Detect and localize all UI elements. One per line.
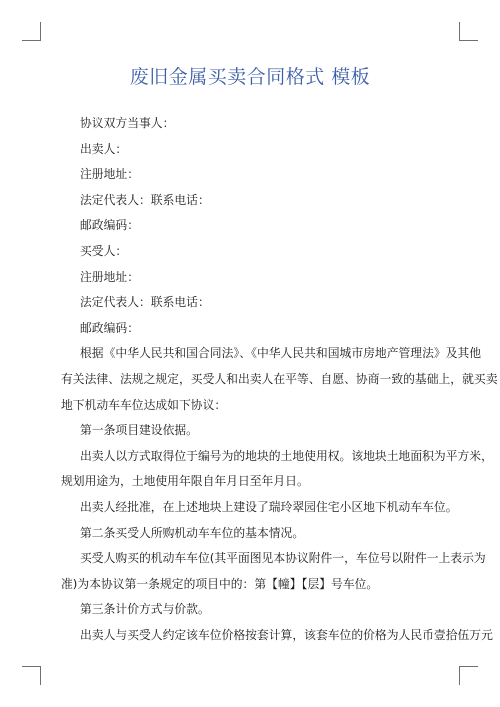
paragraph-seller-postcode: 邮政编码： — [80, 218, 139, 233]
crop-mark-top-left — [22, 40, 41, 41]
paragraph-legal-basis — [61, 341, 498, 418]
paragraph-seller: 出卖人： — [80, 141, 128, 156]
article-1-heading: 第一条项目建设依据。 — [80, 423, 198, 438]
paragraph-land-use — [61, 444, 493, 495]
paragraph-buyer: 买受人： — [80, 243, 128, 258]
document-body — [61, 111, 498, 648]
paragraph-parties: 协议双方当事人： — [80, 116, 175, 130]
crop-mark-top-right — [459, 40, 478, 41]
paragraph-buyer-representative: 法定代表人：联系电话： — [80, 295, 210, 310]
crop-mark-bottom-left — [22, 666, 41, 667]
text-line: 规划用途为，土地使用年限自年月日至年月日。 — [61, 474, 309, 489]
paragraph-seller-address: 注册地址： — [80, 167, 139, 182]
paragraph-seller-representative: 法定代表人：联系电话： — [80, 192, 210, 207]
text-line: 买受人购买的机动车车位(其平面图见本协议附件一，车位号以附件一上表示为 — [80, 551, 486, 566]
crop-mark-bottom-left — [40, 666, 41, 685]
text-line: 根据《中华人民共和国合同法》、《中华人民共和国城市房地产管理法》及其他 — [80, 346, 482, 361]
text-line: 地下机动车车位达成如下协议： — [61, 397, 227, 412]
paragraph-buyer-postcode: 邮政编码： — [80, 320, 139, 335]
text-line: 准)为本协议第一条规定的项目中的：第【幢】【层】号车位。 — [61, 576, 379, 591]
article-2-heading: 第二条买受人所购机动车车位的基本情况。 — [80, 525, 305, 540]
crop-mark-top-right — [459, 22, 460, 41]
crop-mark-bottom-right — [459, 666, 460, 685]
text-line: 有关法律、法规之规定，买受人和出卖人在平等、自愿、协商一致的基础上，就买卖 — [61, 371, 498, 386]
document-title: 废旧金属买卖合同格式 模板 — [129, 66, 371, 88]
text-line: 出卖人以方式取得位于编号为的地块的土地使用权。该地块土地面积为平方米， — [80, 448, 493, 463]
crop-mark-top-left — [40, 22, 41, 41]
paragraph-price: 出卖人与买受人约定该车位价格按套计算，该套车位的价格为人民币壹拾伍万元 — [80, 627, 493, 642]
article-3-heading: 第三条计价方式与价款。 — [80, 602, 210, 617]
paragraph-parking-space — [61, 546, 486, 597]
crop-mark-bottom-right — [459, 666, 478, 667]
paragraph-buyer-address: 注册地址： — [80, 269, 139, 284]
paragraph-approval: 出卖人经批准，在上述地块上建设了瑞玲翠园住宅小区地下机动车车位。 — [80, 499, 458, 514]
